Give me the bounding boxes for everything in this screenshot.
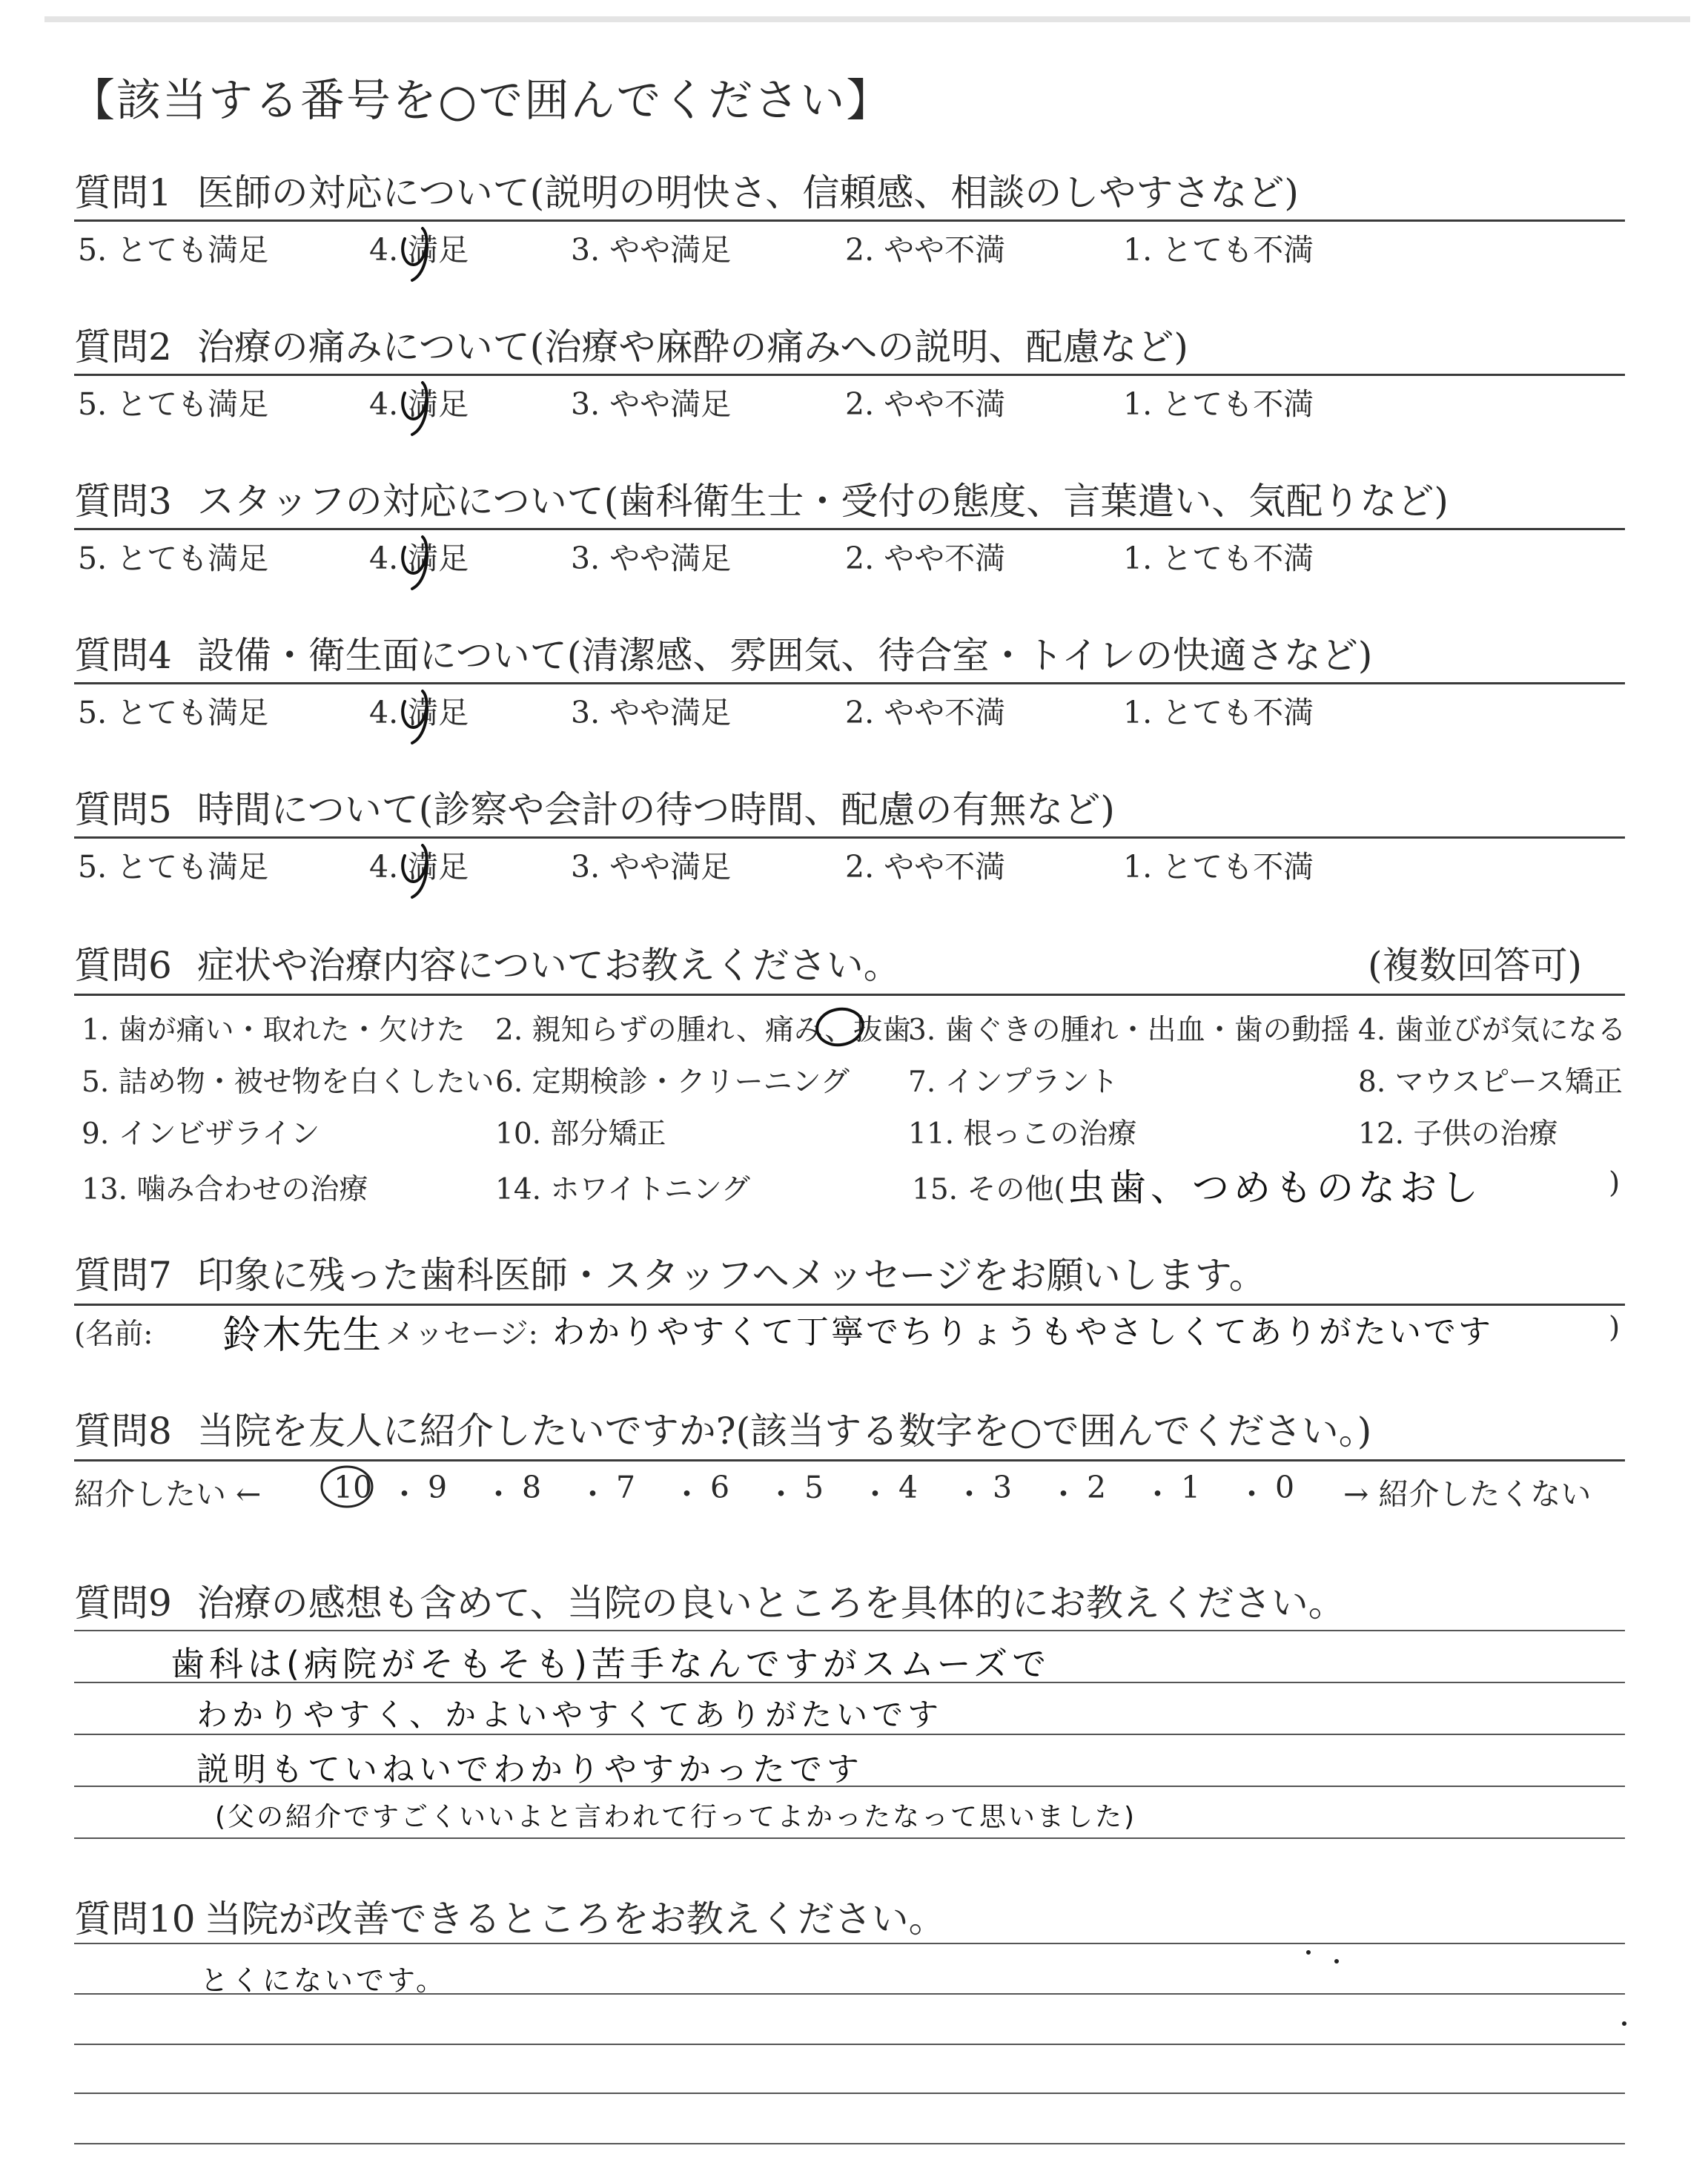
scan-top-edge <box>44 16 1690 22</box>
q5-heading <box>74 780 1115 833</box>
q8-scale-separator: ・ <box>672 1476 702 1512</box>
question-label: 質問3 <box>74 480 172 523</box>
question-label: 質問4 <box>74 634 172 677</box>
q7-message-handwriting: わかりやすくて丁寧でちりょうもやさしくてありがたいです <box>552 1313 1493 1351</box>
q8-scale-separator: ・ <box>1142 1476 1173 1512</box>
q1-option-4[interactable]: 4. 満足 <box>369 232 469 268</box>
q5-option-4[interactable]: 4. 満足 <box>369 849 469 885</box>
q10-heading <box>74 1889 946 1943</box>
q2-selection-mark <box>394 377 446 443</box>
question-label: 質問9 <box>74 1582 172 1625</box>
question-label: 質問5 <box>74 788 172 831</box>
q3-option-4[interactable]: 4. 満足 <box>369 541 469 576</box>
q4-option-2[interactable]: 2. やや不満 <box>845 695 1006 730</box>
question-label: 質問10 <box>74 1898 196 1941</box>
q6-other-label: 15. その他( <box>912 1173 1065 1206</box>
q9-answer-line: (父の紹介ですごくいいよと言われて行ってよかったなって思いました) <box>215 1802 1137 1832</box>
q8-scale-number[interactable]: 3 <box>993 1470 1013 1505</box>
q5-option-2[interactable]: 2. やや不満 <box>845 849 1006 885</box>
q7-name-handwriting: 鈴木先生 <box>222 1313 383 1358</box>
q3-option-3[interactable]: 3. やや満足 <box>571 541 732 576</box>
q8-scale-number[interactable]: 4 <box>898 1470 918 1505</box>
question-text: 設備・衛生面について(清潔感、雰囲気、待合室・トイレの快適さなど) <box>196 634 1373 677</box>
q10-answer-handwriting: とくにないです。 <box>200 1964 447 1997</box>
q6-other-handwriting: 虫歯、つめものなおし <box>1068 1166 1483 1209</box>
q8-scale-separator: ・ <box>1048 1476 1079 1512</box>
q6-option-9[interactable]: 9. インビザライン <box>82 1117 320 1151</box>
question-text: 治療の痛みについて(治療や麻酔の痛みへの説明、配慮など) <box>196 326 1188 369</box>
question-text: 当院を友人に紹介したいですか?(該当する数字を○で囲んでください。) <box>196 1410 1372 1453</box>
q9-line-1 <box>74 1630 1625 1631</box>
q6-option-7[interactable]: 7. インプラント <box>908 1066 1119 1099</box>
q5-selection-mark <box>394 839 446 906</box>
question-label: 質問7 <box>74 1254 172 1297</box>
q8-scale-number[interactable]: 8 <box>522 1470 542 1505</box>
q6-option-5[interactable]: 5. 詰め物・被せ物を白くしたい <box>82 1066 494 1099</box>
q4-underline <box>74 682 1625 684</box>
q4-option-4[interactable]: 4. 満足 <box>369 695 469 730</box>
q8-scale-number[interactable]: 10 <box>334 1470 373 1505</box>
q10-line-3 <box>74 2044 1625 2045</box>
q6-heading <box>74 936 901 989</box>
q6-multiple-note: (複数回答可) <box>1368 944 1583 987</box>
question-label: 質問8 <box>74 1410 172 1453</box>
q4-option-5[interactable]: 5. とても満足 <box>78 695 269 730</box>
q7-close: ) <box>1609 1311 1621 1344</box>
q9-answer-line: わかりやすく、かよいやすくてありがたいです <box>196 1697 944 1733</box>
q5-option-5[interactable]: 5. とても満足 <box>78 849 269 885</box>
q6-option-2[interactable]: 2. 親知らずの腫れ、痛み、抜歯 <box>495 1014 912 1047</box>
q3-heading <box>74 472 1449 525</box>
q10-line-5 <box>74 2143 1625 2144</box>
q5-option-1[interactable]: 1. とても不満 <box>1123 849 1314 885</box>
q2-heading <box>74 317 1188 371</box>
q6-option-10[interactable]: 10. 部分矯正 <box>495 1117 666 1151</box>
q6-option-13[interactable]: 13. 噛み合わせの治療 <box>82 1173 368 1206</box>
q2-option-5[interactable]: 5. とても満足 <box>78 386 269 422</box>
q8-scale-number[interactable]: 6 <box>710 1470 730 1505</box>
q5-underline <box>74 836 1625 839</box>
q6-option-1[interactable]: 1. 歯が痛い・取れた・欠けた <box>82 1014 466 1047</box>
q8-scale-separator: ・ <box>766 1476 796 1512</box>
question-label: 質問2 <box>74 326 172 369</box>
q1-option-3[interactable]: 3. やや満足 <box>571 232 732 268</box>
q4-selection-mark <box>394 685 446 752</box>
q8-underline <box>74 1459 1625 1462</box>
q3-option-2[interactable]: 2. やや不満 <box>845 541 1006 576</box>
q3-option-5[interactable]: 5. とても満足 <box>78 541 269 576</box>
q1-option-5[interactable]: 5. とても満足 <box>78 232 269 268</box>
q8-scale-number[interactable]: 1 <box>1181 1470 1201 1505</box>
q8-left-label: 紹介したい ← <box>74 1476 262 1512</box>
q3-underline <box>74 528 1625 530</box>
q8-scale-separator: ・ <box>483 1476 514 1512</box>
q7-heading <box>74 1246 1266 1299</box>
q8-scale-separator: ・ <box>389 1476 420 1512</box>
q6-option-4[interactable]: 4. 歯並びが気になる <box>1358 1014 1626 1047</box>
q6-underline <box>74 994 1625 996</box>
q2-option-4[interactable]: 4. 満足 <box>369 386 469 422</box>
stray-mark <box>1334 1959 1339 1964</box>
q8-scale-number[interactable]: 0 <box>1275 1470 1295 1505</box>
q6-option-11[interactable]: 11. 根っこの治療 <box>908 1117 1137 1151</box>
question-text: スタッフの対応について(歯科衛生士・受付の態度、言葉遣い、気配りなど) <box>196 480 1449 523</box>
q9-line-5 <box>74 1837 1625 1839</box>
question-label: 質問1 <box>74 171 172 214</box>
q8-scale-separator: ・ <box>1237 1476 1267 1512</box>
q6-option-6[interactable]: 6. 定期検診・クリーニング <box>495 1066 850 1099</box>
q4-option-1[interactable]: 1. とても不満 <box>1123 695 1314 730</box>
q2-underline <box>74 374 1625 376</box>
q8-right-label: → 紹介したくない <box>1343 1476 1592 1512</box>
q4-option-3[interactable]: 3. やや満足 <box>571 695 732 730</box>
q7-name-label: (名前: <box>74 1318 153 1351</box>
q7-message-label: メッセージ: <box>385 1318 538 1351</box>
q8-scale-separator: ・ <box>860 1476 890 1512</box>
q9-answer-line: 説明もていねいでわかりやすかったです <box>196 1751 864 1789</box>
q8-scale-number[interactable]: 2 <box>1087 1470 1107 1505</box>
q1-option-2[interactable]: 2. やや不満 <box>845 232 1006 268</box>
question-label: 質問6 <box>74 944 172 987</box>
q8-scale-separator: ・ <box>954 1476 984 1512</box>
stray-mark <box>1306 1950 1311 1955</box>
q6-selection-circle <box>814 1005 866 1049</box>
q6-option-14[interactable]: 14. ホワイトニング <box>495 1173 750 1206</box>
q6-other-close: ) <box>1609 1166 1621 1200</box>
q6-option-12[interactable]: 12. 子供の治療 <box>1358 1117 1558 1151</box>
q9-answer-line: 歯科は(病院がそもそも)苦手なんですがスムーズで <box>171 1644 1051 1684</box>
q1-selection-mark <box>394 222 446 289</box>
q2-option-2[interactable]: 2. やや不満 <box>845 386 1006 422</box>
q8-heading <box>74 1401 1371 1455</box>
question-text: 時間について(診察や会計の待つ時間、配慮の有無など) <box>196 788 1115 831</box>
q8-scale-number[interactable]: 5 <box>804 1470 824 1505</box>
q8-selection-circle <box>317 1462 377 1511</box>
q8-scale-number[interactable]: 9 <box>428 1470 448 1505</box>
stray-mark <box>1622 2021 1626 2026</box>
q10-line-4 <box>74 2093 1625 2094</box>
q8-scale-number[interactable]: 7 <box>616 1470 636 1505</box>
q6-option-3[interactable]: 3. 歯ぐきの腫れ・出血・歯の動揺 <box>908 1014 1350 1047</box>
q3-option-1[interactable]: 1. とても不満 <box>1123 541 1314 576</box>
q1-underline <box>74 219 1625 222</box>
question-text: 印象に残った歯科医師・スタッフへメッセージをお願いします。 <box>196 1254 1266 1297</box>
page-title: 【該当する番号を○で囲んでください】 <box>70 75 893 127</box>
q2-option-1[interactable]: 1. とても不満 <box>1123 386 1314 422</box>
q9-heading <box>74 1573 1345 1627</box>
q3-selection-mark <box>394 531 446 598</box>
q10-line-1 <box>74 1943 1625 1944</box>
q4-heading <box>74 626 1372 679</box>
q6-option-8[interactable]: 8. マウスピース矯正 <box>1358 1066 1623 1099</box>
q2-option-3[interactable]: 3. やや満足 <box>571 386 732 422</box>
question-text: 症状や治療内容についてお教えください。 <box>196 944 901 987</box>
q1-option-1[interactable]: 1. とても不満 <box>1123 232 1314 268</box>
q5-option-3[interactable]: 3. やや満足 <box>571 849 732 885</box>
question-text: 当院が改善できるところをお教えください。 <box>204 1898 946 1941</box>
question-text: 医師の対応について(説明の明快さ、信頼感、相談のしやすさなど) <box>196 171 1299 214</box>
question-text: 治療の感想も含めて、当院の良いところを具体的にお教えください。 <box>196 1582 1345 1625</box>
q8-scale-separator: ・ <box>577 1476 608 1512</box>
q1-heading <box>74 163 1299 217</box>
